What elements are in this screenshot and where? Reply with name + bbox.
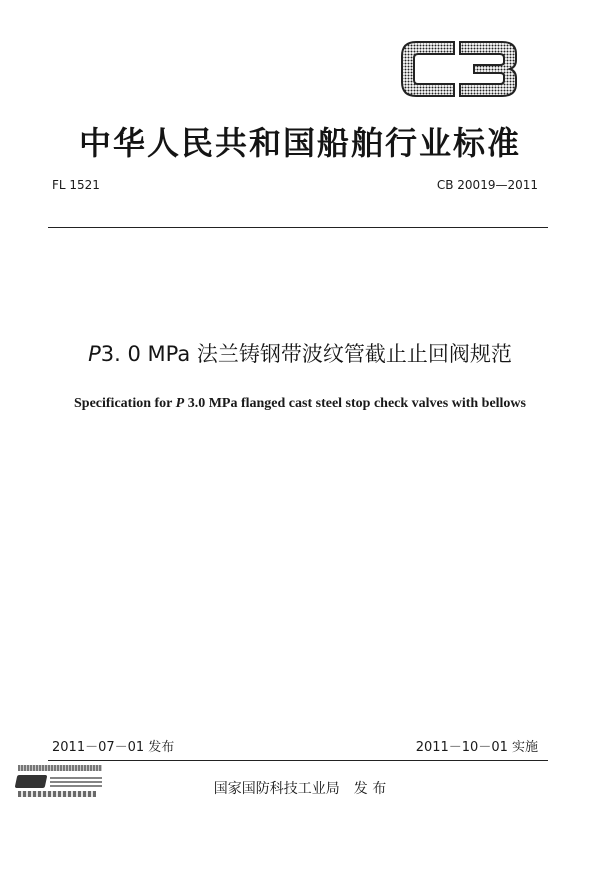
title-english [0,396,600,412]
cb-logo [398,38,520,100]
publisher-line [0,778,600,798]
title-chinese [0,338,600,368]
org-title: 中华人民共和国船舶行业标准 [78,124,521,162]
title-en-before: Specification for [74,396,176,411]
publisher-action: 发 布 [353,781,387,797]
header-divider [48,227,548,228]
title-en-after: 3.0 MPa flanged cast steel stop check valves with bellows [184,396,526,411]
implementation-date: 2011－10－01 实施 [415,740,538,755]
standard-number: CB 20019—2011 [436,178,538,192]
title-en-p: P [175,396,185,411]
publisher-name: 国家国防科技工业局 [213,781,340,797]
title-cn-rest: 3. 0 MPa 法兰铸钢带波纹管截止止回阀规范 [100,342,512,366]
issue-date: 2011－07－01 发布 [52,740,175,755]
classification-code: FL 1521 [52,178,100,192]
seal-strip [18,765,102,771]
footer-divider [48,760,548,761]
title-cn-prefix: P [88,342,101,366]
